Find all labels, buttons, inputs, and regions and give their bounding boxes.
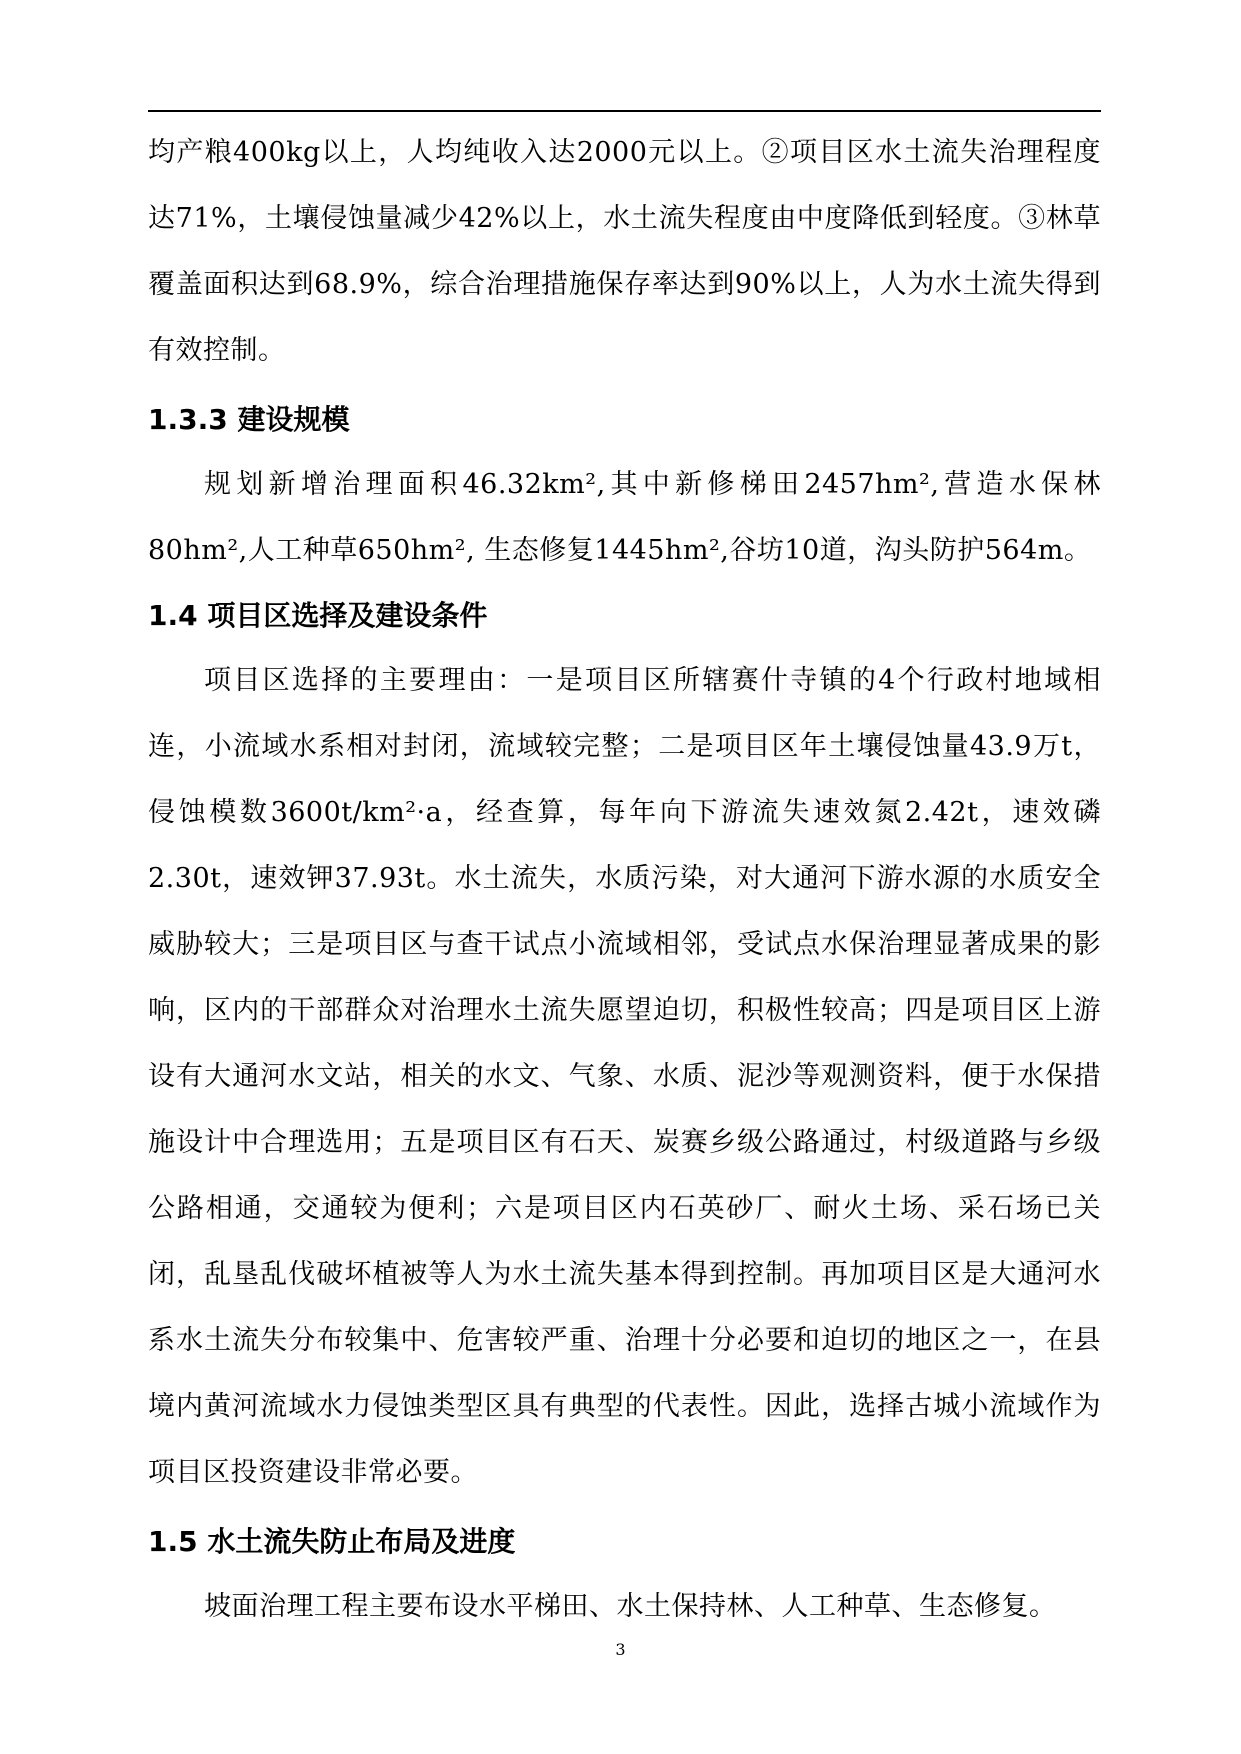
page-number: 3	[615, 1640, 626, 1659]
page-content	[148, 120, 1101, 1640]
heading-1-5: 1.5 水土流失防止布局及进度	[148, 1525, 516, 1558]
paragraph-construction-scale: 规划新增治理面积46.32km²,其中新修梯田2457hm²,营造水保林80hm²,人工种草650hm², 生态修复1445hm²,谷坊10道，沟头防护564m。	[148, 469, 1101, 566]
heading-1-4: 1.4 项目区选择及建设条件	[148, 599, 488, 632]
paragraph-layout: 坡面治理工程主要布设水平梯田、水土保持林、人工种草、生态修复。	[204, 1591, 1057, 1622]
paragraph-continued: 均产粮400kg以上，人均纯收入达2000元以上。②项目区水土流失治理程度达71%，土壤侵蚀量减少42%以上，水土流失程度由中度降低到轻度。③林草覆盖面积达到68.9%，综合治理措施保存率达到90%以上，人为水土流失得到有效控制。	[148, 137, 1101, 366]
heading-1-3-3: 1.3.3 建设规模	[148, 403, 350, 436]
header-rule	[148, 110, 1101, 112]
paragraph-site-selection: 项目区选择的主要理由：一是项目区所辖赛什寺镇的4个行政村地域相连，小流域水系相对封闭，流域较完整；二是项目区年土壤侵蚀量43.9万t，侵蚀模数3600t/km²·a，经查算，每年向下游流失速效氮2.42t，速效磷2.30t，速效钾37.93t。水土流失，水质污染，对大通河下游水源的水质安全威胁较大；三是项目区与查干试点小流域相邻，受试点水保治理显著成果的影响，区内的干部群众对治理水土流失愿望迫切，积极性较高；四是项目区上游设有大通河水文站，相关的水文、气象、水质、泥沙等观测资料，便于水保措施设计中合理选用；五是项目区有石天、炭赛乡级公路通过，村级道路与乡级公路相通，交通较为便利；六是项目区内石英砂厂、耐火土场、采石场已关闭，乱垦乱伐破坏植被等人为水土流失基本得到控制。再加项目区是大通河水系水土流失分布较集中、危害较严重、治理十分必要和迫切的地区之一，在县境内黄河流域水力侵蚀类型区具有典型的代表性。因此，选择古城小流域作为项目区投资建设非常必要。	[148, 665, 1101, 1488]
